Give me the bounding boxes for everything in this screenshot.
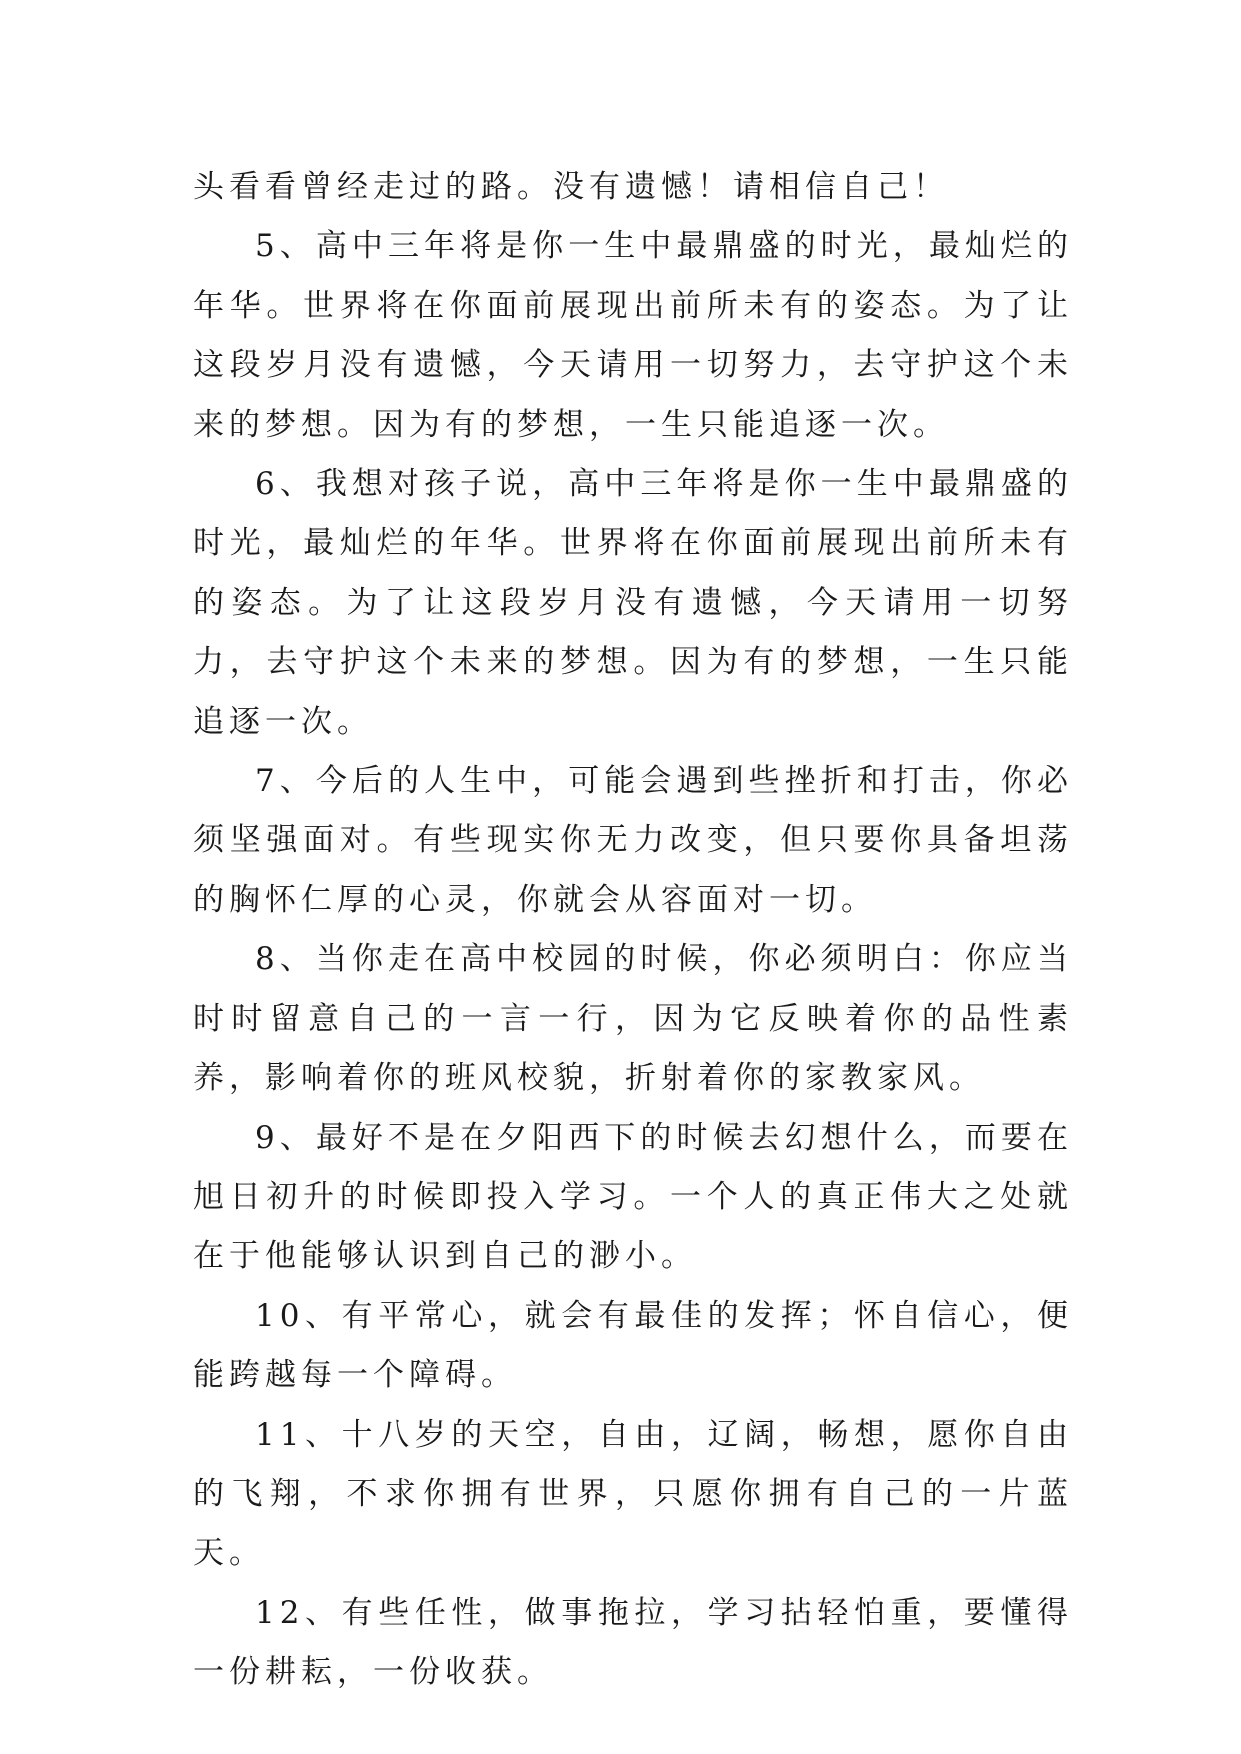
paragraph-8: 8、当你走在高中校园的时候，你必须明白：你应当时时留意自己的一言一行，因为它反映着你的品性素养，影响着你的班风校貌，折射着你的家教家风。 (193, 941, 1073, 1097)
paragraph-continued: 头看看曾经走过的路。没有遗憾！请相信自己！ (193, 169, 949, 205)
document-body (193, 158, 1073, 1703)
paragraph-10: 10、有平常心，就会有最佳的发挥；怀自信心，便能跨越每一个障碍。 (193, 1297, 1073, 1394)
paragraph-7: 7、今后的人生中，可能会遇到些挫折和打击，你必须坚强面对。有些现实你无力改变，但只要你具备坦荡的胸怀仁厚的心灵，你就会从容面对一切。 (193, 763, 1073, 918)
paragraph-6: 6、我想对孩子说，高中三年将是你一生中最鼎盛的时光，最灿烂的年华。世界将在你面前展现出前所未有的姿态。为了让这段岁月没有遗憾，今天请用一切努力，去守护这个未来的梦想。因为有的梦想，一生只能追逐一次。 (193, 466, 1073, 740)
paragraph-5: 5、高中三年将是你一生中最鼎盛的时光，最灿烂的年华。世界将在你面前展现出前所未有的姿态。为了让这段岁月没有遗憾，今天请用一切努力，去守护这个未来的梦想。因为有的梦想，一生只能追逐一次。 (193, 228, 1073, 443)
paragraph-9: 9、最好不是在夕阳西下的时候去幻想什么，而要在旭日初升的时候即投入学习。一个人的真正伟大之处就在于他能够认识到自己的渺小。 (193, 1119, 1073, 1275)
paragraph-11: 11、十八岁的天空，自由，辽阔，畅想，愿你自由的飞翔，不求你拥有世界，只愿你拥有自己的一片蓝天。 (193, 1416, 1073, 1572)
paragraph-12: 12、有些任性，做事拖拉，学习拈轻怕重，要懂得一份耕耘，一份收获。 (193, 1594, 1073, 1691)
